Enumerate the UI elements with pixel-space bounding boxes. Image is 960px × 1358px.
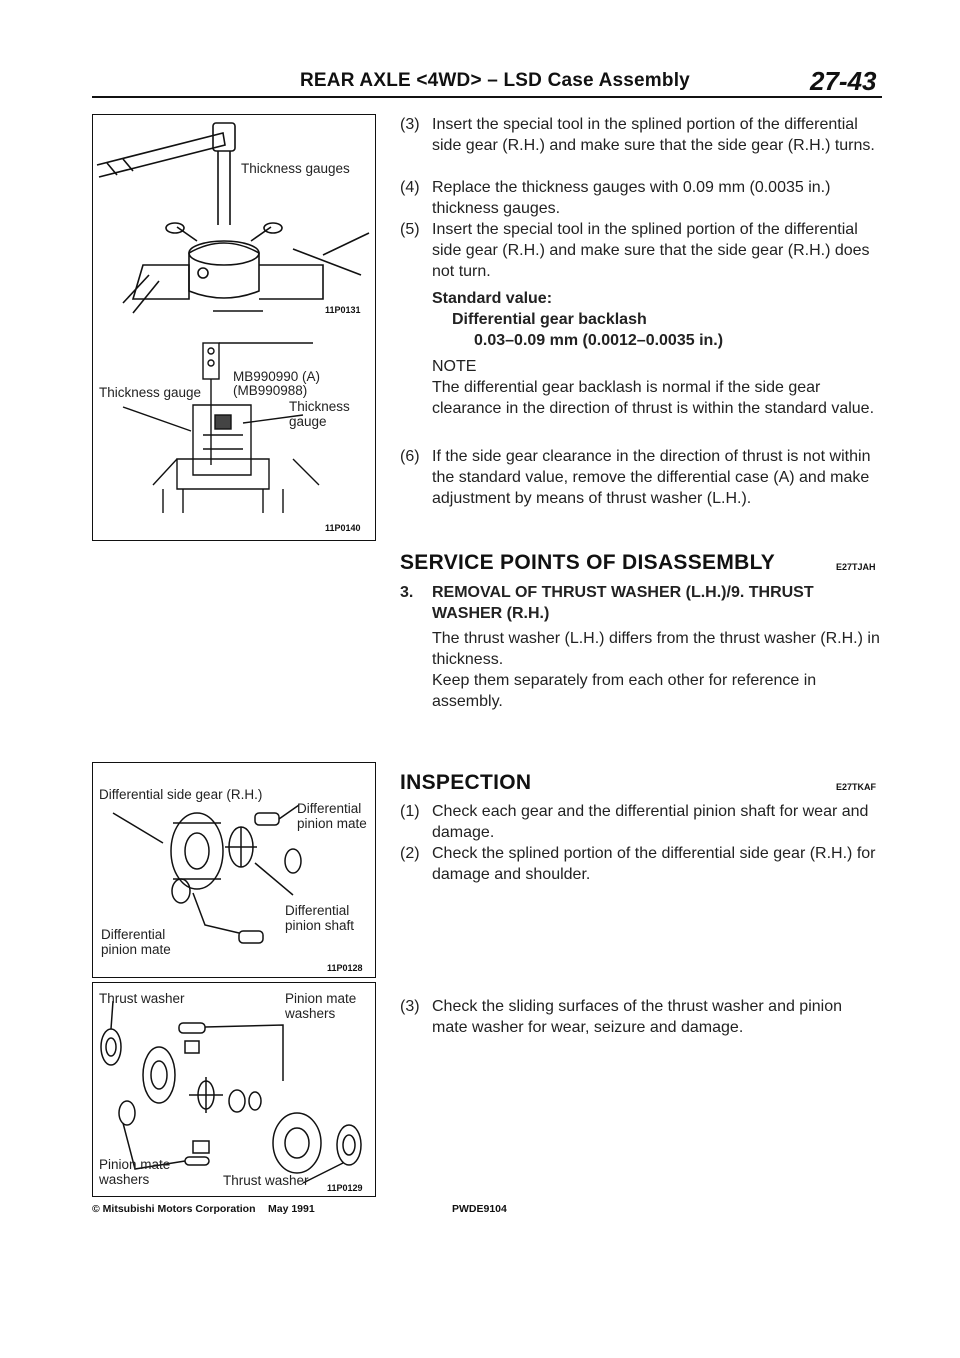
step-5 (400, 219, 882, 282)
step-5-text: Insert the special tool in the splined portion of the differential side gear (R.H.) and make sure that the side gear (R.H.) does not turn. (432, 221, 870, 280)
label-thickness-gauge-left: Thickness gauge (99, 385, 202, 400)
inspection-step-2-number: (2) (400, 845, 420, 862)
section-heading-inspection: INSPECTION (400, 771, 532, 794)
section-ref-disassembly: E27TJAH (836, 562, 876, 572)
figure-thickness-gauges (92, 114, 376, 541)
label-tool-mb990988: (MB990988) (233, 383, 308, 398)
figure-differential-gears (92, 762, 376, 978)
step-3-text: Insert the special tool in the splined portion of the differential side gear (R.H.) and make sure that the side gear (R.H.) turns. (432, 116, 875, 154)
step-4-text: Replace the thickness gauges with 0.09 mm (0.0035 in.) thickness gauges. (432, 179, 831, 217)
inspection-step-1-number: (1) (400, 803, 420, 820)
footer-copyright: © Mitsubishi Motors Corporation (92, 1203, 256, 1215)
inspection-step-2 (400, 843, 882, 885)
figure-code-11p0140: 11P0140 (325, 523, 361, 533)
inspection-step-3-number: (3) (400, 998, 420, 1015)
label-pinion-mate-washers-bottom: Pinion mate washers (99, 1157, 171, 1187)
section-heading-disassembly: SERVICE POINTS OF DISASSEMBLY (400, 551, 776, 574)
footer-doc-code: PWDE9104 (452, 1203, 507, 1215)
inspection-step-3 (400, 996, 882, 1038)
disassembly-item-number: 3. (400, 584, 414, 601)
label-differential-pinion-mate-bottom: Differential pinion mate (101, 927, 171, 957)
step-4 (400, 177, 882, 219)
figure-code-11p0129: 11P0129 (327, 1183, 363, 1193)
disassembly-para-2: Keep them separately from each other for reference in assembly. (432, 672, 817, 710)
header-rule (92, 96, 882, 98)
label-thrust-washer-top: Thrust washer (99, 991, 185, 1006)
figure-thickness-gauges-drawing (93, 115, 375, 540)
figure-code-11p0128: 11P0128 (327, 963, 363, 973)
section-ref-inspection: E27TKAF (836, 782, 877, 792)
step-3 (400, 114, 882, 177)
disassembly-item-title: REMOVAL OF THRUST WASHER (L.H.)/9. THRUST WASHER (R.H.) (432, 584, 814, 622)
label-thickness-gauge-right: Thickness gauge (289, 399, 350, 429)
figure-thrust-washers (92, 982, 376, 1197)
label-tool-mb990990: MB990990 (A) (233, 369, 321, 384)
inspection-step-1-text: Check each gear and the differential pinion shaft for wear and damage. (432, 803, 869, 841)
step-6 (400, 446, 882, 509)
step-6-number: (6) (400, 448, 420, 465)
step-6-text: If the side gear clearance in the direction of thrust is not within the standard value, remove the differential case (A) and make adjustment by means of thrust washer (L.H.). (432, 448, 871, 507)
page-header-title: REAR AXLE <4WD> – LSD Case Assembly (300, 70, 690, 91)
label-differential-pinion-shaft: Differential pinion shaft (285, 903, 355, 933)
inspection-step-2-text: Check the splined portion of the differential side gear (R.H.) for damage and shoulder. (432, 845, 876, 883)
inspection-step-3-text: Check the sliding surfaces of the thrust washer and pinion mate washer for wear, seizure and damage. (432, 998, 843, 1036)
label-differential-side-gear: Differential side gear (R.H.) (99, 787, 263, 802)
inspection-step-1 (400, 801, 882, 843)
label-pinion-mate-washers-top: Pinion mate washers (285, 991, 357, 1021)
note-label: NOTE (432, 358, 477, 375)
note-text: The differential gear backlash is normal if the side gear clearance in the direction of thrust is within the standard value. (432, 379, 875, 417)
standard-value-item: Differential gear backlash (452, 311, 647, 328)
label-thickness-gauges: Thickness gauges (241, 161, 350, 176)
figure-code-11p0131: 11P0131 (325, 305, 361, 315)
footer-date: May 1991 (268, 1203, 315, 1215)
disassembly-para-1: The thrust washer (L.H.) differs from the thrust washer (R.H.) in thickness. (432, 630, 880, 668)
standard-value-label: Standard value: (432, 290, 553, 307)
step-3-number: (3) (400, 116, 420, 133)
step-5-number: (5) (400, 221, 420, 238)
step-4-number: (4) (400, 179, 420, 196)
label-differential-pinion-mate-top: Differential pinion mate (297, 801, 367, 831)
standard-value-value: 0.03–0.09 mm (0.0012–0.0035 in.) (474, 332, 724, 349)
label-thrust-washer-bottom: Thrust washer (223, 1173, 309, 1188)
page-number: 27-43 (810, 66, 877, 96)
